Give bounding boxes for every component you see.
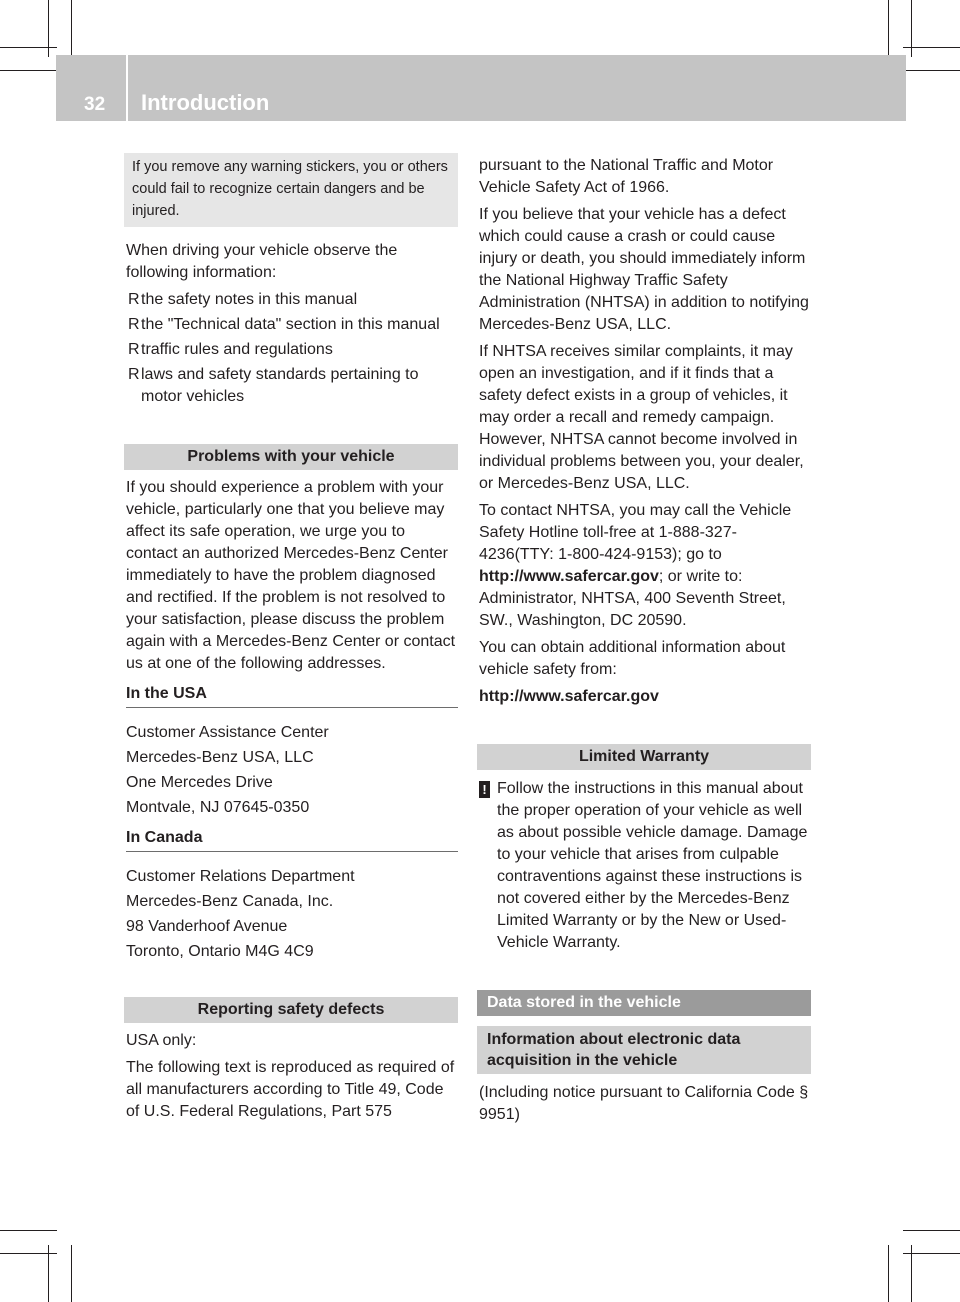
- bullet-icon: R: [128, 366, 140, 383]
- crop-mark: [48, 0, 49, 57]
- bullet-icon: R: [128, 316, 140, 333]
- crop-mark: [911, 0, 912, 57]
- crop-mark: [888, 1245, 889, 1302]
- usa-only-label: USA only:: [126, 1032, 197, 1049]
- address-line: 98 Vanderhoof Avenue: [126, 918, 288, 935]
- address-line: One Mercedes Drive: [126, 774, 273, 791]
- driving-intro: When driving your vehicle observe the following information:: [126, 242, 398, 281]
- crop-mark: [71, 0, 72, 57]
- warranty-heading: Limited Warranty: [477, 744, 811, 770]
- crop-mark: [903, 1230, 960, 1231]
- paragraph: pursuant to the National Traffic and Motor Vehicle Safety Act of 1966.: [479, 157, 774, 196]
- canada-address: [126, 866, 458, 963]
- problems-heading: Problems with your vehicle: [124, 444, 458, 470]
- header-divider: [126, 55, 128, 121]
- data-stored-heading: Data stored in the vehicle: [477, 990, 811, 1016]
- bullet-icon: R: [128, 341, 140, 358]
- list-item: R traffic rules and regulations: [126, 339, 458, 361]
- safercar-link[interactable]: http://www.safercar.gov: [479, 568, 659, 585]
- exclamation-icon: !: [479, 781, 490, 798]
- paragraph: If you believe that your vehicle has a defect which could cause a crash or could cause injury or death, you should immediately inform the National Highway Traffic Safety Administration (NHTSA) in addition to notifying Mercedes-Benz USA, LLC.: [479, 206, 809, 333]
- contact-paragraph: To contact NHTSA, you may call the Vehicle Safety Hotline toll-free at 1-888-327-4236(TTY: 1-800-424-9153); go to http://www.safercar.gov; or write to: Administrator, NHTSA, 400 Seventh Street, SW., Washington, DC 20590.: [479, 502, 792, 629]
- crop-mark: [888, 0, 889, 57]
- info-bullet-list: [126, 289, 458, 408]
- right-column: [479, 155, 811, 1131]
- list-item: R laws and safety standards pertaining to motor vehicles: [128, 366, 419, 405]
- crop-mark: [0, 70, 57, 71]
- list-item: R the safety notes in this manual: [126, 289, 458, 311]
- reporting-heading: Reporting safety defects: [124, 997, 458, 1023]
- crop-mark: [0, 1230, 57, 1231]
- california-text: (Including notice pursuant to California Code § 9951): [479, 1084, 809, 1123]
- bullet-icon: R: [128, 291, 140, 308]
- problems-text: If you should experience a problem with your vehicle, particularly one that you believe may affect its safe operation, we urge you to contact an authorized Mercedes-Benz Center immediately to have the problem diagnosed and rectified. If the problem is not resolved to your satisfaction, please discuss the problem again with a Mercedes-Benz Center or contact us at one of the following addresses.: [126, 479, 456, 672]
- paragraph: If NHTSA receives similar complaints, it may open an investigation, and if it finds that a safety defect exists in a group of vehicles, it may order a recall and remedy campaign. However, NHTSA cannot become involved in individual problems between you, your dealer, or Mercedes-Benz USA, LLC.: [479, 343, 804, 492]
- section-title: Introduction: [141, 90, 270, 115]
- usa-heading: In the USA: [126, 683, 458, 708]
- left-column: [126, 153, 458, 1128]
- info-heading: Information about electronic data acquisition in the vehicle: [477, 1026, 811, 1074]
- crop-mark: [48, 1245, 49, 1302]
- address-line: Customer Assistance Center: [126, 724, 329, 741]
- warranty-note: ! Follow the instructions in this manual about the proper operation of your vehicle as well as about possible vehicle damage. Damage to your vehicle that arises from culpable contraventions against these instructions is not covered either by the Mercedes-Benz Limited Warranty or by the New or Used-Vehicle Warranty.: [479, 778, 811, 954]
- warning-box: If you remove any warning stickers, you or others could fail to recognize certain dangers and be injured.: [124, 153, 458, 227]
- list-item: R the "Technical data" section in this manual: [126, 314, 458, 336]
- crop-mark: [903, 70, 960, 71]
- crop-mark: [71, 1245, 72, 1302]
- canada-heading: In Canada: [126, 827, 458, 852]
- address-line: Montvale, NJ 07645-0350: [126, 799, 310, 816]
- address-line: Mercedes-Benz Canada, Inc.: [126, 893, 334, 910]
- paragraph: You can obtain additional information about vehicle safety from:: [479, 639, 786, 678]
- safercar-url-line[interactable]: http://www.safercar.gov: [479, 688, 659, 705]
- address-line: Customer Relations Department: [126, 868, 355, 885]
- usa-address: [126, 722, 458, 819]
- crop-mark: [911, 1245, 912, 1302]
- page-number: 32: [84, 94, 106, 115]
- address-line: Mercedes-Benz USA, LLC: [126, 749, 314, 766]
- address-line: Toronto, Ontario M4G 4C9: [126, 943, 314, 960]
- reporting-text: The following text is reproduced as required of all manufacturers according to Title 49, Code of U.S. Federal Regulations, Part 575: [126, 1059, 455, 1120]
